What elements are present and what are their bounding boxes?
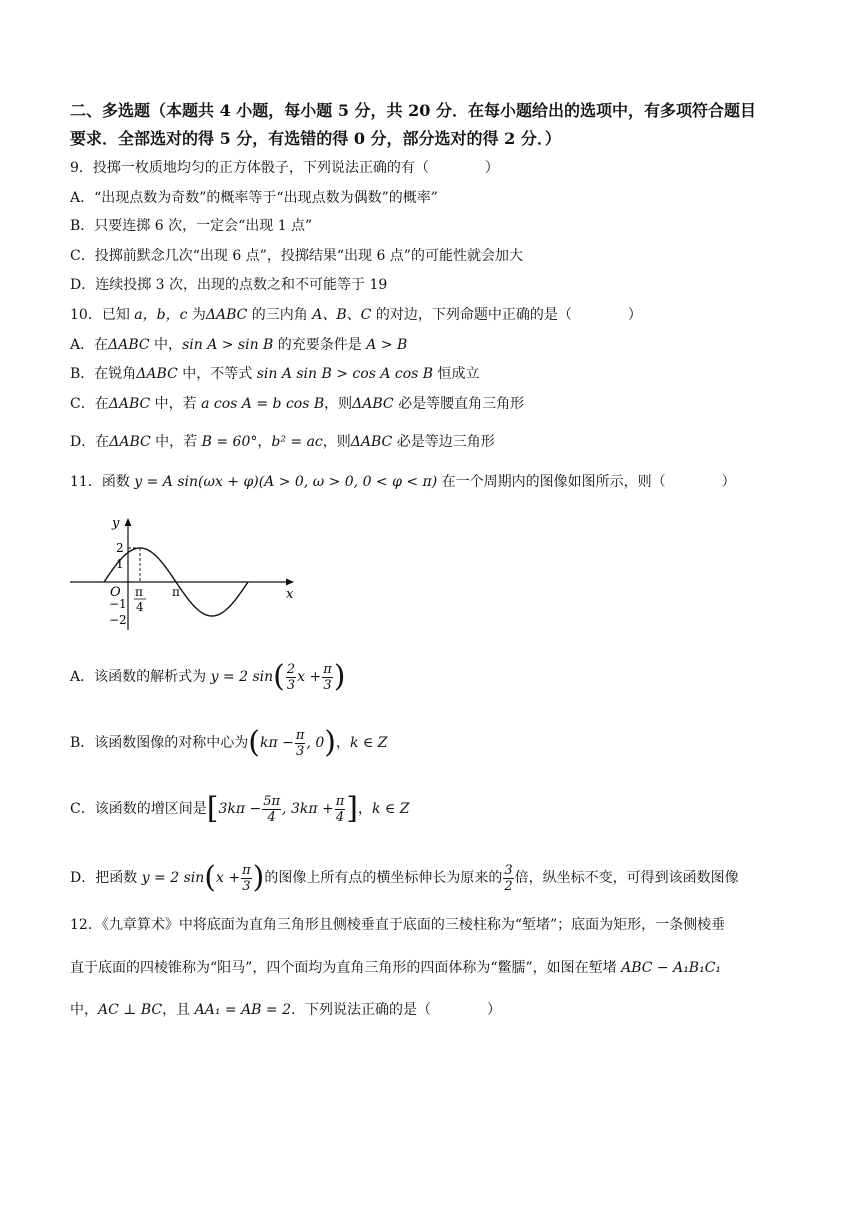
q11-b-end: , 0 (306, 735, 325, 751)
q11-option-a (70, 655, 345, 699)
q11-c-k2: , 3kπ + (282, 801, 334, 817)
q10-c-pre: C．在 (70, 396, 109, 412)
q10-b-mid: 中，不等式 (177, 366, 257, 382)
q11-a-rparen: ) (333, 659, 346, 694)
q11-d-scale-frac (503, 863, 513, 894)
q10-c-mid2: ，则 (324, 396, 353, 412)
q11-a-frac2 (322, 662, 333, 693)
x-tick-pi-over-4-den: 4 (136, 600, 144, 614)
q10-stem (70, 305, 642, 325)
q10-c-post: 必是等腰直角三角形 (393, 396, 525, 412)
q11-a-y: y = 2 sin (210, 669, 274, 685)
q9-option-c: C．投掷前默念几次“出现 6 点”，投掷结果“出现 6 点”的可能性就会加大 (70, 248, 523, 264)
q10-option-c (70, 394, 524, 414)
q10-b-pre: B．在锐角 (70, 366, 137, 382)
q10-d-post: 必是等边三角形 (392, 434, 495, 450)
q11-b-pre: B．该函数图像的对称中心为 (70, 735, 249, 751)
q10-d-triangle2: ΔABC (350, 434, 393, 450)
q10-d-pre: D．在 (70, 434, 110, 450)
q9-stem: 9．投掷一枚质地均匀的正方体骰子，下列说法正确的有（ ） (70, 160, 499, 176)
y-axis-arrow-icon (125, 518, 132, 526)
q10-d-triangle: ΔABC (109, 434, 151, 450)
q10-c-expr: a cos A = b cos B (201, 396, 325, 412)
q11-a-lparen: ( (273, 659, 285, 694)
x-tick-pi: π (172, 585, 180, 599)
q10-a-pre: A．在 (70, 337, 109, 353)
q12-line3-b: ，且 (162, 1002, 195, 1018)
q10-b-post: 恒成立 (433, 366, 480, 382)
q11-c-k1: 3kπ − (218, 801, 262, 817)
q11-c-frac2-den: 4 (335, 809, 345, 825)
section-title-line2: 要求．全部选对的得 5 分，有选错的得 0 分，部分选对的得 2 分．） (70, 129, 561, 148)
q10-c-mid: 中，若 (150, 396, 202, 412)
q11-stem (70, 472, 736, 492)
q10-a-expr: sin A > sin B (182, 337, 274, 353)
q12-line3 (70, 1000, 501, 1020)
q12-line3-a: 中， (70, 1002, 98, 1018)
q11-d-scale-num: 3 (504, 862, 513, 878)
q11-b-lparen: ( (248, 725, 261, 760)
q11-a-frac1-den: 3 (286, 677, 296, 693)
origin-label: O (110, 585, 121, 600)
q11-c-frac2-num: π (335, 793, 345, 809)
q10-b-triangle: ΔABC (136, 366, 178, 382)
q11-c-frac1-den: 4 (267, 809, 276, 825)
q11-d-scale-den: 2 (504, 878, 513, 894)
q11-b-frac-den: 3 (296, 743, 305, 759)
q11-d-mid: 的图像上所有点的横坐标伸长为原来的 (264, 870, 503, 886)
q10-stem-text-a: 10．已知 (70, 307, 135, 323)
q11-d-lparen: ( (204, 860, 216, 895)
y-tick-1: 1 (116, 557, 124, 571)
q11-a-frac2-num: π (323, 661, 332, 677)
q10-stem-vars: a，b，c (134, 307, 188, 323)
q11-d-pre: D．把函数 (70, 870, 142, 886)
q9-option-b: B．只要连掷 6 次，一定会“出现 1 点” (70, 218, 313, 234)
q11-a-frac2-den: 3 (323, 677, 332, 693)
x-axis-label: x (286, 587, 294, 602)
q12-line3-expr2: AA₁ = AB = 2 (194, 1002, 292, 1018)
q11-stem-b: 在一个周期内的图像如图所示，则（ ） (437, 474, 736, 490)
q11-d-frac (241, 863, 252, 894)
q10-a-post: 的充要条件是 (273, 337, 367, 353)
q11-c-post: ， (358, 801, 372, 817)
q11-option-c (70, 787, 409, 831)
y-tick-2: 2 (116, 541, 124, 555)
q10-d-expr1: B = 60° (201, 434, 258, 450)
q10-d-mid: 中，若 (150, 434, 202, 450)
q11-a-x: x + (297, 669, 322, 685)
q10-option-a (70, 335, 407, 355)
q10-stem-text-d: 的对边，下列命题中正确的是（ ） (371, 307, 642, 323)
q11-c-frac2 (335, 794, 346, 825)
q9-option-a: A．“出现点数为奇数”的概率等于“出现点数为偶数”的概率” (70, 190, 438, 206)
q10-option-b (70, 364, 480, 384)
q11-c-frac1 (262, 794, 281, 825)
q10-stem-triangle: ΔABC (205, 307, 248, 323)
q11-b-rparen: ) (324, 725, 336, 760)
q11-b-frac (295, 728, 306, 759)
q11-c-frac1-num: 5π (263, 793, 281, 809)
q11-b-cond: k ∈ Z (349, 735, 388, 751)
q12-line2-text: 直于底面的四棱锥称为“阳马”，四个面均为直角三角形的四面体称为“鳖臑”，如图在堑堵 (70, 960, 622, 976)
q10-stem-text-b: 为 (187, 307, 206, 323)
q10-stem-text-c: 的三内角 (247, 307, 313, 323)
q10-c-triangle: ΔABC (108, 396, 151, 412)
q10-d-expr2: b² = ac (271, 434, 323, 450)
q12-line3-expr1: AC ⊥ BC (98, 1002, 163, 1018)
q11-option-d (70, 856, 739, 900)
q11-d-rparen: ) (252, 860, 265, 895)
q11-c-rbracket: ] (346, 791, 358, 826)
q12-line2 (70, 958, 721, 978)
q11-stem-function: y = A sin(ωx + φ)(A > 0, ω > 0, 0 < φ < π) (134, 474, 438, 490)
q12-line1: 12．《九章算术》中将底面为直角三角形且侧棱垂直于底面的三棱柱称为“堑堵”；底面为矩形，一条侧棱垂 (70, 917, 726, 933)
q10-option-d (70, 432, 495, 452)
q10-c-triangle2: ΔABC (352, 396, 394, 412)
q11-b-k: kπ − (260, 735, 294, 751)
section-title-line1: 二、多选题（本题共 4 小题，每小题 5 分，共 20 分．在每小题给出的选项中，有多项符合题目 (70, 101, 756, 120)
q11-a-frac1 (286, 662, 296, 693)
q10-d-sep: ， (257, 434, 272, 450)
q11-c-pre: C．该函数的增区间是 (70, 801, 207, 817)
y-axis-label: y (112, 516, 120, 531)
y-tick-neg2: −2 (109, 613, 127, 627)
q10-a-mid: 中， (149, 337, 183, 353)
q11-c-lbracket: [ (206, 791, 219, 826)
q11-d-x: x + (215, 870, 241, 886)
sine-graph (66, 510, 306, 635)
q10-a-triangle: ΔABC (108, 337, 150, 353)
q11-option-b (70, 721, 387, 765)
q10-a-cond: A > B (366, 337, 408, 353)
y-tick-neg1: −1 (109, 597, 127, 611)
q11-a-pre: A．该函数的解析式为 (70, 669, 211, 685)
q10-b-expr: sin A sin B > cos A cos B (256, 366, 434, 382)
q12-line2-expr: ABC − A₁B₁C₁ (621, 960, 722, 976)
x-tick-pi-over-4-num: π (135, 585, 143, 599)
q11-b-frac-num: π (295, 727, 305, 743)
q11-d-post: 倍，纵坐标不变，可得到该函数图像 (514, 870, 739, 886)
q10-d-mid2: ，则 (322, 434, 351, 450)
q11-a-frac1-num: 2 (286, 661, 296, 677)
q11-d-y: y = 2 sin (141, 870, 205, 886)
q11-d-frac-num: π (242, 862, 251, 878)
q10-stem-angles: A、B、C (312, 307, 372, 323)
x-axis-arrow-icon (286, 579, 294, 586)
q12-line3-c: ．下列说法正确的是（ ） (291, 1002, 502, 1018)
q11-b-post: ， (335, 735, 350, 751)
q9-option-d: D．连续投掷 3 次，出现的点数之和不可能等于 19 (70, 277, 388, 293)
q11-c-cond: k ∈ Z (372, 801, 410, 817)
q11-stem-a: 11．函数 (70, 474, 135, 490)
q11-d-frac-den: 3 (242, 878, 251, 894)
